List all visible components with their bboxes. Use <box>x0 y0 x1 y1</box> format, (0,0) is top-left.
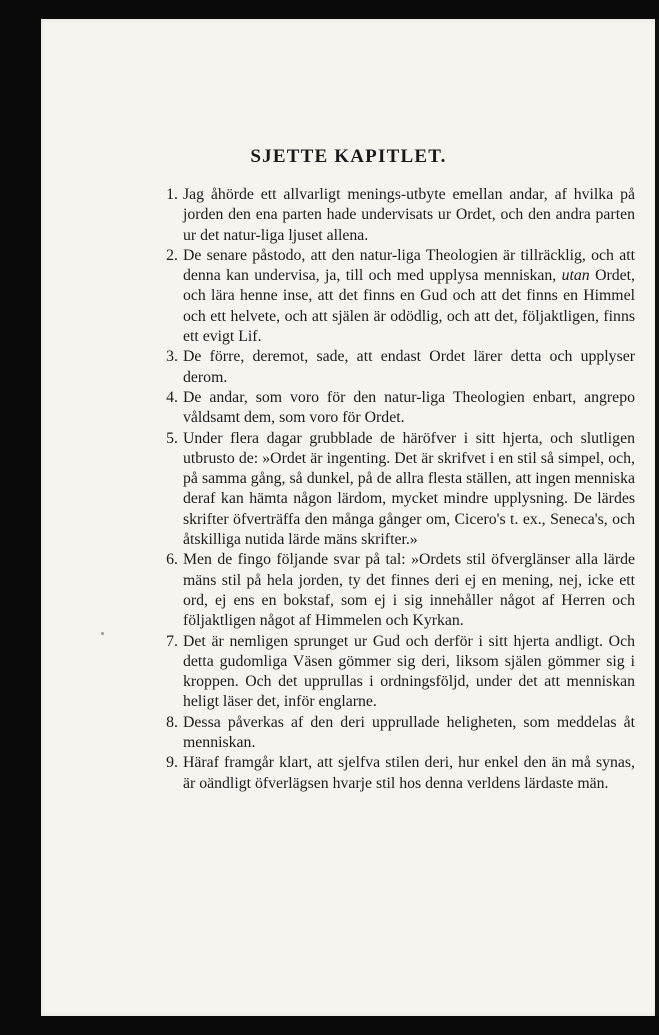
paragraph-text-continued: Ordet, och lära henne inse, att det finns en Gud och att det finns en Himmel och ett helvete, och att själen är odödlig, och att det, följaktligen, finns ett evigt Lif. <box>183 267 636 346</box>
paragraph-number: 6. <box>166 551 178 569</box>
paragraph-text: Häraf framgår klart, att sjelfva stilen deri, hur enkel den än må synas, är oändligt öfverlägsen hvarje stil hos denna verldens lärdaste män. <box>183 754 635 792</box>
paragraph-6 <box>166 550 635 631</box>
paragraph-8 <box>166 713 635 754</box>
paragraph-5 <box>166 429 635 551</box>
chapter-body <box>166 185 636 794</box>
paragraph-7 <box>166 632 635 713</box>
paragraph-text: Under flera dagar grubblade de häröfver i sitt hjerta, och slutligen utbrusto de: »Ordet är ingenting. Det är skrifvet i en stil så simpel, och, på samma gång, så dunkel, på de allra flesta ställen, att ingen menniska deraf kan hämta någon lärdom, mycket mindre upplysning. De lärdes skrifter öfverträffa den många gånger om, Cicero's t. ex., Seneca's, och åtskilliga nutida lärde mäns skrifter.» <box>183 429 635 549</box>
paragraph-number: 2. <box>166 246 178 264</box>
paragraph-number: 9. <box>166 754 178 772</box>
paragraph-4 <box>166 388 635 429</box>
paragraph-number: 3. <box>166 348 178 366</box>
page-edge-shadow <box>655 19 659 1016</box>
paragraph-2 <box>166 246 636 347</box>
paragraph-text: De senare påstodo, att den natur-liga Theologien är tillräcklig, och att denna kan undervisa, ja, till och med upplysa menniskan, <box>183 246 635 285</box>
chapter-title: SJETTE KAPITLET. <box>250 146 447 167</box>
paragraph-number: 7. <box>166 632 178 650</box>
paragraph-number: 4. <box>166 388 178 406</box>
paragraph-text: Dessa påverkas af den deri upprullade heligheten, som meddelas åt menniskan. <box>183 713 635 752</box>
paragraph-3 <box>166 347 635 388</box>
paragraph-1 <box>166 185 635 246</box>
paragraph-number: 1. <box>166 186 178 203</box>
paragraph-text: Det är nemligen sprunget ur Gud och derför i sitt hjerta andligt. Och detta gudomliga Väsen gömmer sig deri, liksom själen gömmer sig i kroppen. Och det upprullas i ordningsföljd, under det att menniskan heligt läser det, inför englarne. <box>183 632 635 711</box>
paragraph-text: De förre, deremot, sade, att endast Ordet lärer detta och upplyser derom. <box>183 348 635 386</box>
paragraph-9 <box>166 753 635 794</box>
paragraph-text: Jag åhörde ett allvarligt menings-utbyte emellan andar, af hvilka på jorden den ena parten hade undervisats ur Ordet, och den andra parten ur det natur-liga ljuset allena. <box>183 186 635 244</box>
paragraph-text: Men de fingo följande svar på tal: »Ordets stil öfverglänser alla lärde mäns stil på hela jorden, ty det finnes deri ej en mening, nej, icke ett ord, ej ens en bokstaf, som ej i sig innehåller något af Herren och följaktligen något af Himmelen och Kyrkan. <box>183 551 635 630</box>
emphasized-word: utan <box>561 267 590 285</box>
paragraph-number: 5. <box>166 429 178 447</box>
book-page <box>41 19 656 1016</box>
paragraph-text: De andar, som voro för den natur-liga Theologien enbart, angrepo våldsamt dem, som voro för Ordet. <box>183 388 635 427</box>
paragraph-number: 8. <box>166 713 178 731</box>
paper-speck <box>101 632 104 635</box>
